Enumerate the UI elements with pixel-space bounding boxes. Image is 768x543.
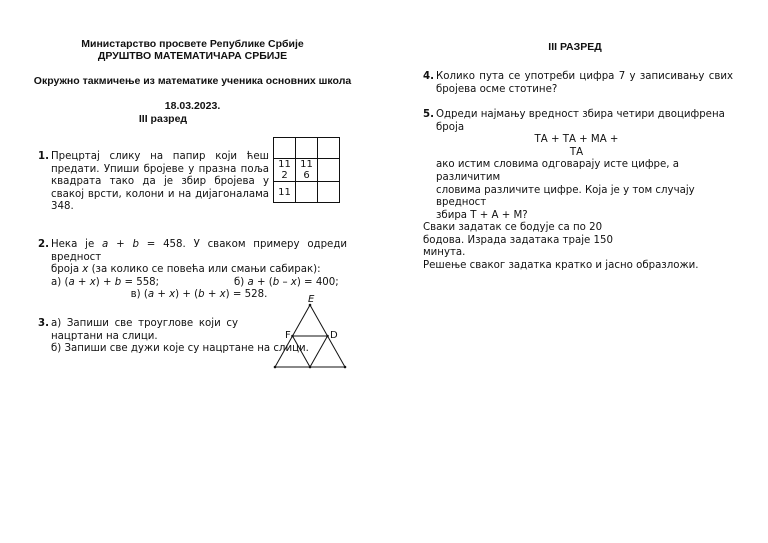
problem-5-line: ако истим словима одговарају исте цифре, а различитим xyxy=(436,159,680,183)
text-run: a xyxy=(247,276,254,288)
label-d: D xyxy=(330,330,338,341)
ministry-title: Министарство просвете Републике Србије xyxy=(81,38,304,50)
problem-2b xyxy=(234,277,339,290)
grid-cell-value: 11 xyxy=(278,186,291,198)
problem-4-line: бројева осме стотине? xyxy=(436,83,558,95)
text-run: a xyxy=(102,239,109,250)
text-run: b xyxy=(272,276,280,288)
grid-cell-value: 2 xyxy=(281,170,288,181)
text-run: б) xyxy=(234,276,248,288)
instruction-line: минута. xyxy=(423,247,466,259)
problem-1-line: предати. Упиши бројеве у празна поља xyxy=(51,163,269,175)
problem-2-line xyxy=(51,264,347,277)
text-run: x xyxy=(82,264,89,276)
instruction-line: Сваки задатак се бодује са по 20 xyxy=(423,222,603,233)
text-run: x xyxy=(219,289,226,301)
text-run: + xyxy=(74,276,90,288)
problem-4-text xyxy=(436,71,733,96)
text-run: – xyxy=(279,276,291,288)
problem-5-line: словима различите цифре. Која је у том случају вредност xyxy=(436,184,695,209)
triangle-figure xyxy=(268,290,354,372)
inner-segment-right xyxy=(310,336,328,367)
text-run: а) ( xyxy=(51,276,69,288)
text-run: + xyxy=(204,289,220,301)
text-run: b xyxy=(114,276,122,288)
problem-1-number: 1. xyxy=(38,151,49,162)
text-run: ) = 400; xyxy=(296,276,339,288)
text-run: + xyxy=(108,239,133,250)
vertex-point xyxy=(274,366,277,369)
grid-cell xyxy=(274,159,296,182)
text-run: в) ( xyxy=(130,289,148,301)
problem-5-line: Одреди најмању вредност збира четири двоцифрена броја xyxy=(436,109,725,133)
problem-5-number: 5. xyxy=(423,109,434,120)
text-run: a xyxy=(68,276,75,288)
problem-3-text xyxy=(51,318,238,343)
label-e: E xyxy=(308,294,315,305)
grid-cell xyxy=(296,182,318,203)
grid-cell-value: 6 xyxy=(303,170,310,181)
grid-cell xyxy=(318,159,340,182)
magic-square-grid xyxy=(273,137,340,203)
problem-1-text xyxy=(51,151,269,214)
text-run: b xyxy=(132,239,139,250)
inner-segment-left xyxy=(293,336,311,367)
problem-1-line: 348. xyxy=(51,201,74,213)
problem-1-line: Прецртај слику на папир који ћеш xyxy=(51,151,269,162)
text-run: = 558; xyxy=(121,276,160,288)
problem-3b-line: б) Запиши све дужи које су нацртане на слици. xyxy=(51,343,309,354)
text-run: = 458. У сваком примеру одреди вредност xyxy=(51,239,347,263)
text-run: x xyxy=(290,276,297,288)
grid-cell xyxy=(318,182,340,203)
problem-4-line: Колико пута се употреби цифра 7 у записивању свих xyxy=(436,71,733,82)
text-run: броја xyxy=(51,264,83,276)
text-run: a xyxy=(147,289,155,301)
instruction-line: бодова. Израда задатака траје 150 xyxy=(423,234,613,246)
problem-2-parts-ab xyxy=(51,277,347,290)
text-run: ) + ( xyxy=(175,289,199,301)
problem-5-equation: ТА xyxy=(569,146,584,158)
problem-2-line xyxy=(51,239,347,264)
problem-3-number: 3. xyxy=(38,318,49,329)
vertex-point xyxy=(344,366,347,369)
problem-3a-line: а) Запиши све троуглове који су xyxy=(51,318,238,329)
text-run: ) = 528. xyxy=(225,289,268,301)
grid-cell xyxy=(274,182,296,203)
text-run: b xyxy=(198,289,205,301)
problem-1-line: свакој врсти, колони и на дијагоналама xyxy=(51,188,269,200)
text-run: + ( xyxy=(253,276,273,288)
problem-5-line: збира Т + А + М? xyxy=(436,209,528,221)
problem-3a-line: нацртани на слици. xyxy=(51,330,158,342)
vertex-point xyxy=(291,335,294,338)
text-run: Нека је xyxy=(51,239,103,250)
grid-cell xyxy=(296,159,318,182)
problem-1-line: квадрата тако да је збир бројева у xyxy=(51,176,269,188)
grid-cell xyxy=(318,138,340,159)
text-run: x xyxy=(169,289,176,301)
text-run: ) + xyxy=(95,276,115,288)
instructions xyxy=(423,222,753,272)
instruction-line: Решење сваког задатка кратко и јасно образложи. xyxy=(423,259,699,271)
text-run: + xyxy=(154,289,170,301)
society-title: ДРУШТВО МАТЕМАТИЧАРА СРБИЈЕ xyxy=(97,50,288,62)
right-grade-label: III РАЗРЕД xyxy=(548,41,602,53)
competition-title: Окружно такмичење из математике ученика основних школа xyxy=(33,75,352,87)
problem-4-number: 4. xyxy=(423,71,434,82)
grid-cell-value: 11 xyxy=(278,159,291,170)
text-run: (за колико се повећа или смањи сабирак): xyxy=(88,264,321,276)
text-run: x xyxy=(89,276,96,288)
problem-5-text xyxy=(436,109,733,222)
grade-label: III разред xyxy=(138,113,188,125)
label-f: F xyxy=(285,330,291,341)
problem-2-number: 2. xyxy=(38,239,49,250)
grid-cell-value: 11 xyxy=(300,159,313,170)
vertex-point xyxy=(326,335,329,338)
grid-cell xyxy=(296,138,318,159)
problem-2a xyxy=(51,277,159,290)
competition-date: 18.03.2023. xyxy=(164,100,221,112)
grid-cell xyxy=(274,138,296,159)
problem-5-equation: ТА + ТА + МА + xyxy=(534,134,619,146)
vertex-point xyxy=(309,366,312,369)
